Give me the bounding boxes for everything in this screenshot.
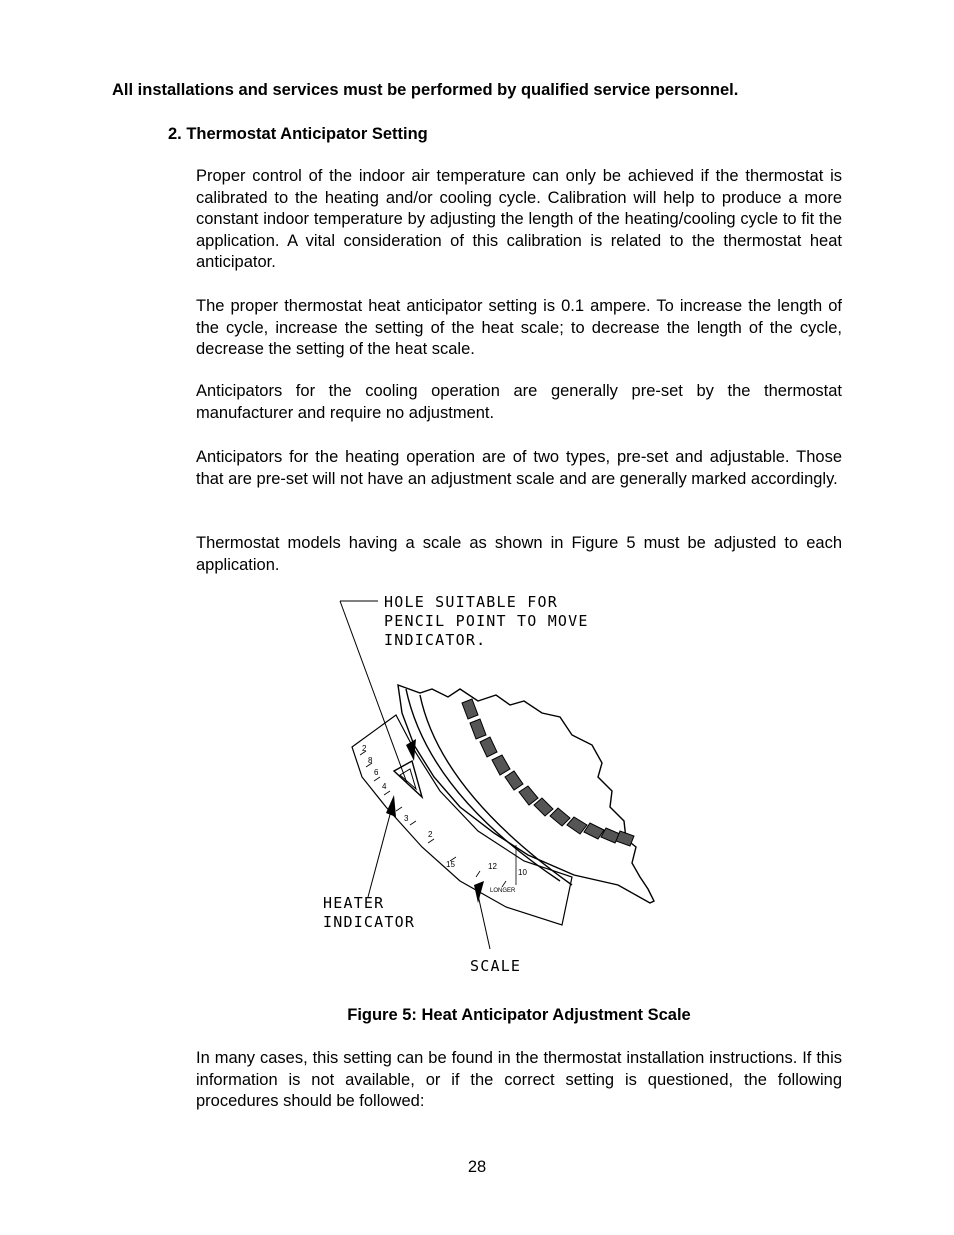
scale-mark-2: 8 xyxy=(368,756,373,765)
scale-mark-7: 15 xyxy=(446,860,455,869)
scale-mark-5: 3 xyxy=(404,814,409,823)
scale-mark-1: 2 xyxy=(362,744,367,753)
scale-mark-3: 6 xyxy=(374,768,379,777)
page-number: 28 xyxy=(467,1158,487,1176)
label-hole-line2: PENCIL POINT TO MOVE xyxy=(384,612,589,630)
hole-arrow-icon xyxy=(406,739,416,761)
scale-plate xyxy=(352,715,572,925)
paragraph-anticipator-setting: The proper thermostat heat anticipator setting is 0.1 ampere. To increase the length of the cycle, increase the setting of the heat scale; to decrease the length of the cycle, decrease the setting of the heat scale. xyxy=(196,297,842,358)
label-hole-line3: INDICATOR. xyxy=(384,631,487,649)
scale-mark-4: 4 xyxy=(382,782,387,791)
paragraph-calibration: Proper control of the indoor air temperature can only be achieved if the thermostat is calibrated to the heating and/or cooling cycle. Calibration will help to produce a more constant indoor temperature by adjusting the length of the heating/cooling cycle to fit the application. A vital consideration of this calibration is related to the thermostat heat anticipator. xyxy=(196,167,842,271)
paragraph-cooling-anticipators: Anticipators for the cooling operation are generally pre-set by the thermostat manufacturer and require no adjustment. xyxy=(196,382,842,422)
figure-heat-anticipator xyxy=(310,585,670,980)
scale-leader-line xyxy=(478,895,490,949)
heater-leader-line xyxy=(368,807,392,897)
paragraph-procedures: In many cases, this setting can be found in the thermostat installation instructions. If this information is not available, or if the correct setting is questioned, the following procedures should be followed: xyxy=(196,1049,842,1110)
safety-warning: All installations and services must be performed by qualified service personnel. xyxy=(112,81,739,99)
scale-mark-8: 12 xyxy=(488,862,497,871)
indicator-hole xyxy=(394,761,422,797)
label-scale: SCALE xyxy=(470,957,522,975)
label-heater-line2: INDICATOR xyxy=(323,913,416,931)
scale-mark-9: 10 xyxy=(518,868,527,877)
figure-caption: Figure 5: Heat Anticipator Adjustment Scale xyxy=(347,1006,691,1024)
anticipator-diagram xyxy=(310,585,670,980)
label-hole-line1: HOLE SUITABLE FOR xyxy=(384,593,558,611)
paragraph-scale-models: Thermostat models having a scale as shown in Figure 5 must be adjusted to each application. xyxy=(196,534,842,574)
paragraph-heating-anticipators: Anticipators for the heating operation are of two types, pre-set and adjustable. Those that are pre-set will not have an adjustment scale and are generally marked accordingly. xyxy=(196,448,842,488)
longer-label: LONGER xyxy=(490,888,516,894)
scale-mark-6: 2 xyxy=(428,830,433,839)
label-heater-line1: HEATER xyxy=(323,894,385,912)
dial-arc-inner xyxy=(420,695,572,885)
section-heading: 2. Thermostat Anticipator Setting xyxy=(168,125,428,143)
dial-arc-outer xyxy=(406,689,560,881)
heater-arrow-icon xyxy=(386,795,396,817)
